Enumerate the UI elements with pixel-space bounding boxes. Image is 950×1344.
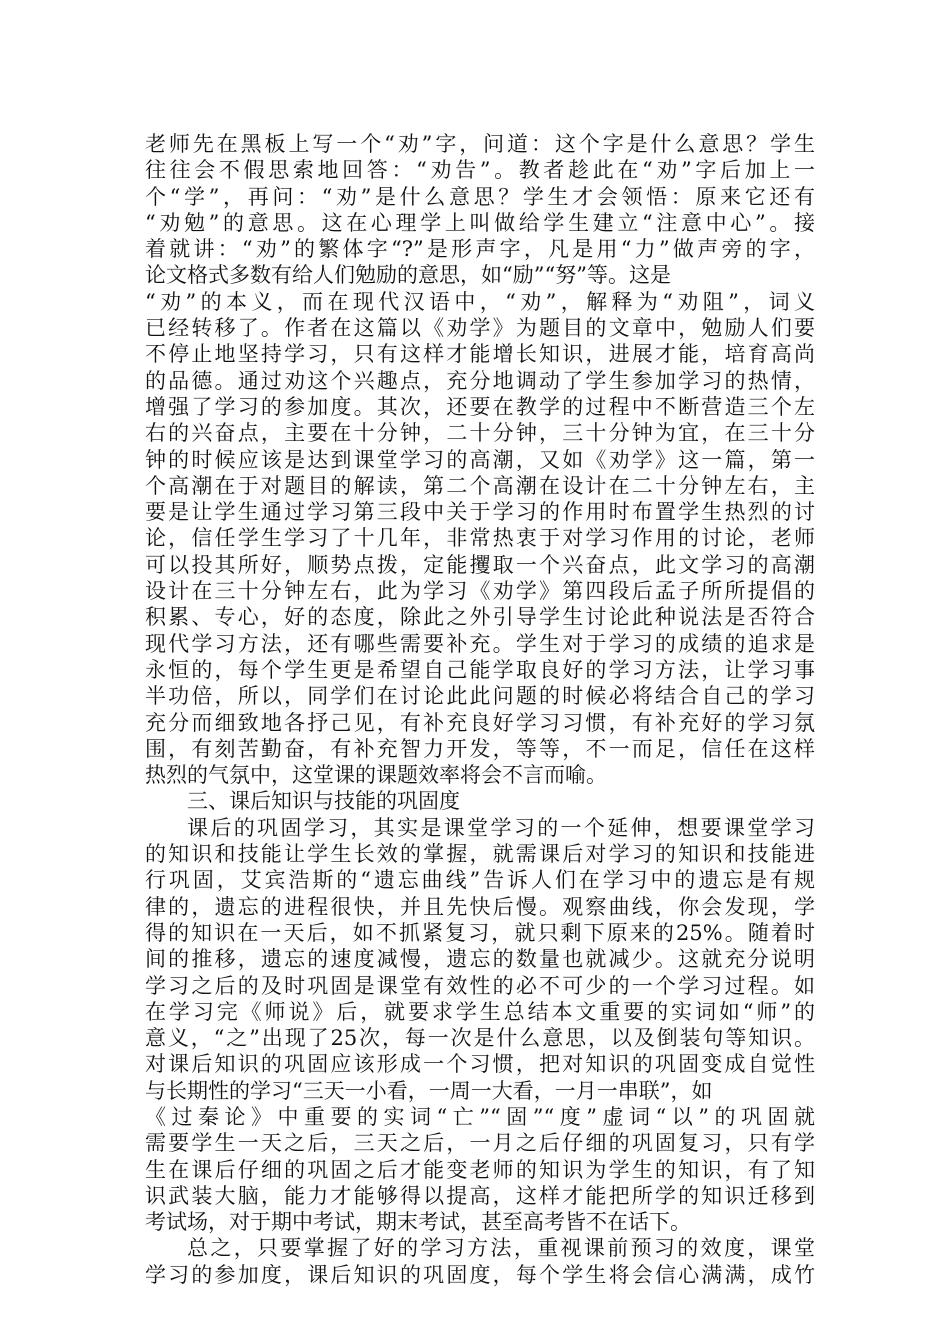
text-line: 识武装大脑，能力才能够得以提高，这样才能把所学的知识迁移到 xyxy=(145,1183,815,1208)
text-line: 可以投其所好，顺势点拨，定能攫取一个兴奋点，此文学习的高潮 xyxy=(145,552,815,577)
text-line: 行巩固，艾宾浩斯的“遗忘曲线”告诉人们在学习中的遗忘是有规 xyxy=(145,868,815,893)
text-line: 《过秦论》中重要的实词“亡”“固”“度”虚词“以”的巩固就 xyxy=(145,1104,815,1129)
section-heading: 三、课后知识与技能的巩固度 xyxy=(187,789,460,814)
text-line: 与长期性的学习“三天一小看，一周一大看，一月一串联”，如 xyxy=(145,1078,713,1103)
text-line: 总之，只要掌握了好的学习方法，重视课前预习的效度，课堂 xyxy=(187,1236,815,1261)
text-line: 着就讲：“劝”的繁体字“?”是形声字，凡是用“力”做声旁的字， xyxy=(145,237,815,262)
text-line: 往往会不假思索地回答：“劝告”。教者趁此在“劝”字后加上一 xyxy=(145,158,815,183)
text-line: 热烈的气氛中，这堂课的课题效率将会不言而喻。 xyxy=(145,763,607,788)
text-line: 的品德。通过劝这个兴趣点，充分地调动了学生参加学习的热情， xyxy=(145,368,815,393)
text-line: 增强了学习的参加度。其次，还要在教学的过程中不断营造三个左 xyxy=(145,394,815,419)
text-line: 生在课后仔细的巩固之后才能变老师的知识为学生的知识，有了知 xyxy=(145,1157,815,1182)
text-line: 学习的参加度，课后知识的巩固度，每个学生将会信心满满，成竹 xyxy=(145,1262,815,1287)
text-line: 充分而细致地各抒己见，有补充良好学习习惯，有补充好的学习氛 xyxy=(145,710,815,735)
text-line: 得的知识在一天后，如不抓紧复习，就只剩下原来的25%。随着时 xyxy=(145,920,815,945)
text-line: 不停止地坚持学习，只有这样才能增长知识，进展才能，培育高尚 xyxy=(145,342,815,367)
text-line: 个“学”，再问：“劝”是什么意思？学生才会领悟：原来它还有 xyxy=(145,184,815,209)
text-line: 半功倍，所以，同学们在讨论此此问题的时候必将结合自己的学习 xyxy=(145,684,815,709)
text-line: 意义，“之”出现了25次，每一次是什么意思，以及倒装句等知识。 xyxy=(145,1026,815,1051)
text-line: 考试场，对于期中考试，期末考试，甚至高考皆不在话下。 xyxy=(145,1210,691,1235)
text-line: 已经转移了。作者在这篇以《劝学》为题目的文章中，勉励人们要 xyxy=(145,316,815,341)
text-line: 围，有刻苦勤奋，有补充智力开发，等等，不一而足，信任在这样 xyxy=(145,736,815,761)
text-line: 律的，遗忘的进程很快，并且先快后慢。观察曲线，你会发现，学 xyxy=(145,894,815,919)
text-line: 论文格式多数有给人们勉励的意思，如“励”“努”等。这是 xyxy=(145,263,671,288)
text-line: 学习之后的及时巩固是课堂有效性的必不可少的一个学习过程。如 xyxy=(145,973,815,998)
text-line: 设计在三十分钟左右，此为学习《劝学》第四段后孟子所所提倡的 xyxy=(145,579,815,604)
text-line: 对课后知识的巩固应该形成一个习惯，把对知识的巩固变成自觉性 xyxy=(145,1052,815,1077)
text-line: 要是让学生通过学习第三段中关于学习的作用时布置学生热烈的讨 xyxy=(145,500,815,525)
text-line: “劝”的本义，而在现代汉语中，“劝”，解释为“劝阻”，词义 xyxy=(145,289,815,314)
text-line: 的知识和技能让学生长效的掌握，就需课后对学习的知识和技能进 xyxy=(145,842,815,867)
text-line: 需要学生一天之后，三天之后，一月之后仔细的巩固复习，只有学 xyxy=(145,1131,815,1156)
text-line: 永恒的，每个学生更是希望自己能学取良好的学习方法，让学习事 xyxy=(145,657,815,682)
text-line: 在学习完《师说》后，就要求学生总结本文重要的实词如“师”的 xyxy=(145,999,815,1024)
text-line: 积累、专心，好的态度，除此之外引导学生讨论此种说法是否符合 xyxy=(145,605,815,630)
text-line: 钟的时候应该是达到课堂学习的高潮，又如《劝学》这一篇，第一 xyxy=(145,447,815,472)
text-line: 课后的巩固学习，其实是课堂学习的一个延伸，想要课堂学习 xyxy=(187,815,815,840)
text-line: “劝勉”的意思。这在心理学上叫做给学生建立“注意中心”。接 xyxy=(145,210,815,235)
text-line: 个高潮在于对题目的解读，第二个高潮在设计在二十分钟左右，主 xyxy=(145,473,815,498)
text-line: 右的兴奋点，主要在十分钟，二十分钟，三十分钟为宜，在三十分 xyxy=(145,421,815,446)
text-line: 老师先在黑板上写一个“劝”字，问道：这个字是什么意思？学生 xyxy=(145,132,815,156)
text-line: 间的推移，遗忘的速度减慢，遗忘的数量也就减少。这就充分说明 xyxy=(145,947,815,972)
text-line: 论，信任学生学习了十几年，非常热衷于对学习作用的讨论，老师 xyxy=(145,526,815,551)
document-body xyxy=(145,131,815,1288)
text-line: 现代学习方法，还有哪些需要补充。学生对于学习的成绩的追求是 xyxy=(145,631,815,656)
